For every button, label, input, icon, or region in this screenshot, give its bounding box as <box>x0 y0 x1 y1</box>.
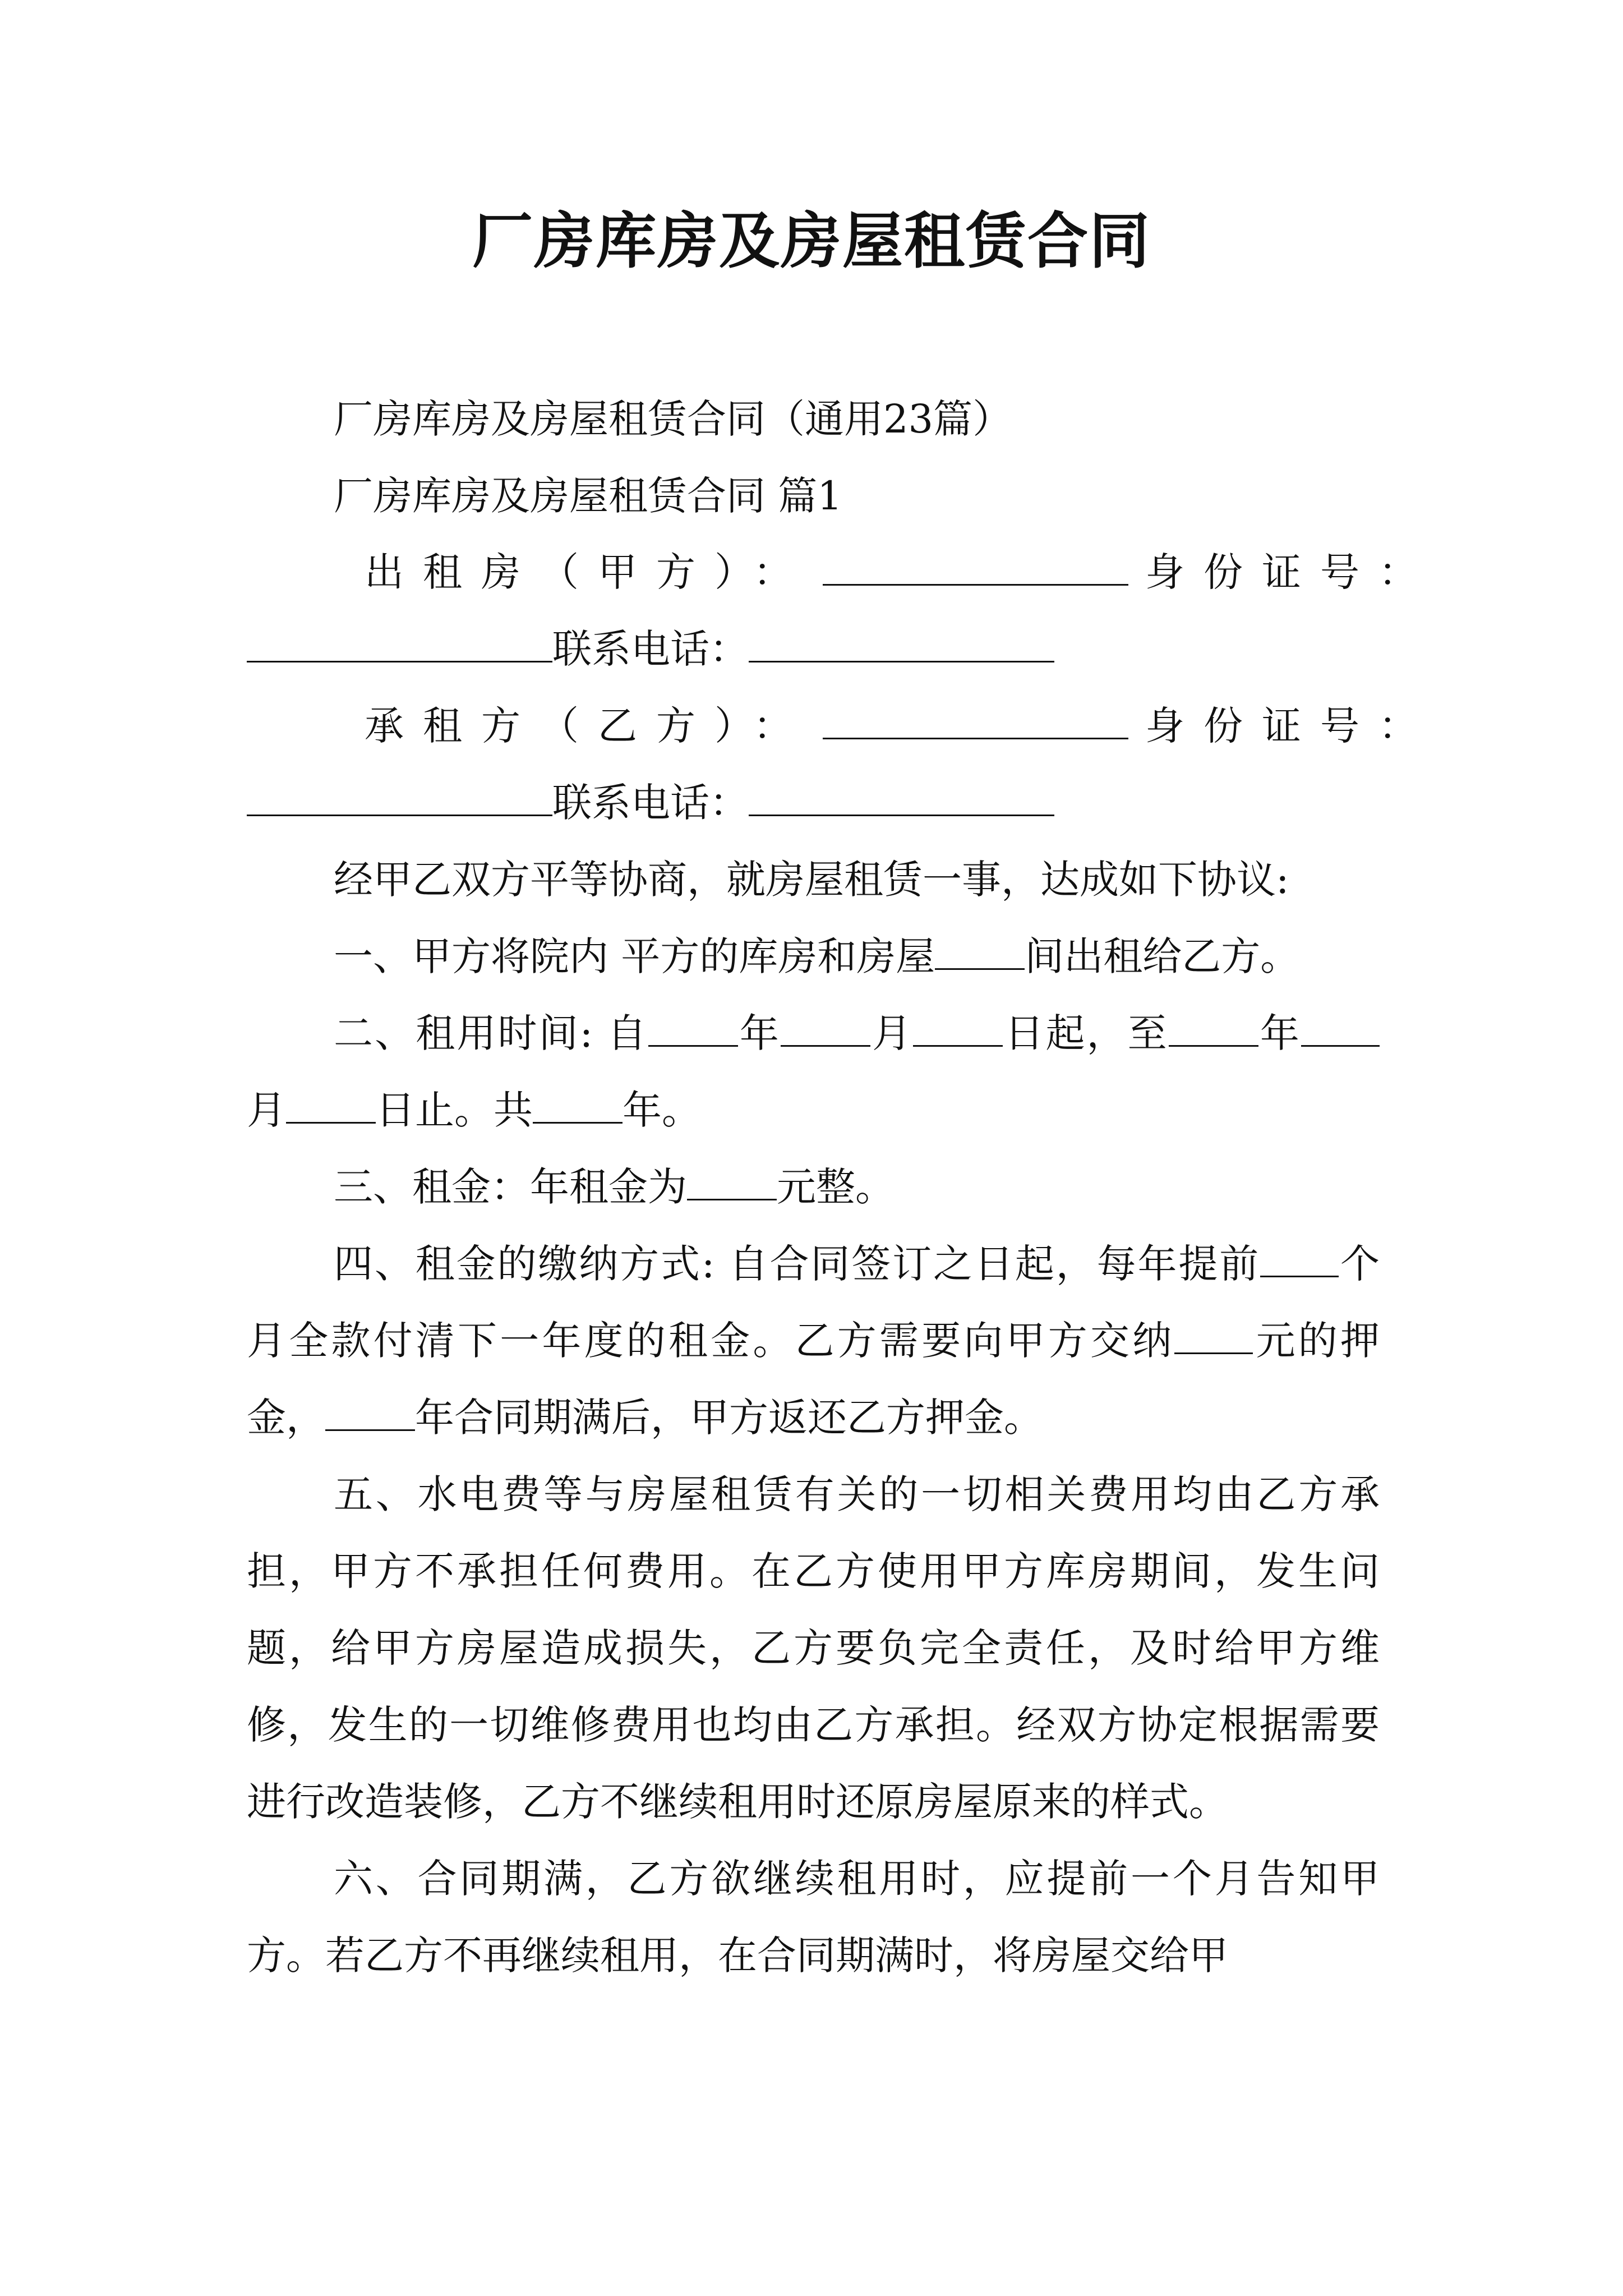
lessor-label: 出租房（甲方）： <box>365 549 811 595</box>
clause-1 <box>247 918 1380 995</box>
total-years-blank <box>533 1089 623 1124</box>
clause-2-text-a: 二、租用时间: 自 <box>334 1010 648 1056</box>
annual-rent-blank <box>687 1166 777 1201</box>
clause-2-year2: 年 <box>1258 1010 1302 1056</box>
lessor-row <box>365 544 1437 600</box>
clause-4-text-c: 元的押金， <box>247 1318 1380 1441</box>
clause-2 <box>247 995 1380 1149</box>
end-month-blank <box>1301 1012 1380 1047</box>
clause-3-text-a: 三、租金：年租金为 <box>334 1164 687 1210</box>
clause-2-month: 月 <box>870 1010 914 1056</box>
clause-2-end: 年。 <box>623 1087 701 1133</box>
lessor-name-blank <box>823 551 1128 586</box>
document-title: 厂房库房及房屋租赁合同 <box>472 206 1151 277</box>
contract-body <box>247 841 1380 1994</box>
start-day-blank <box>913 1012 1003 1047</box>
end-year-blank <box>1169 1012 1258 1047</box>
deposit-years-blank <box>325 1396 415 1432</box>
lessee-phone-label: 联系电话： <box>552 780 749 826</box>
lessor-phone-blank <box>749 628 1054 663</box>
lessor-phone-label: 联系电话： <box>552 626 749 672</box>
lessee-phone-blank <box>749 781 1054 817</box>
clause-4 <box>247 1226 1380 1456</box>
start-month-blank <box>781 1012 870 1047</box>
start-year-blank <box>648 1012 738 1047</box>
clause-4-text-a: 四、租金的缴纳方式: 自合同签订之日起，每年提前 <box>334 1241 1261 1287</box>
clause-5: 五、水电费等与房屋租赁有关的一切相关费用均由乙方承担，甲方不承担任何费用。在乙方使用甲方库房期间，发生问题，给甲方房屋造成损失，乙方要负完全责任，及时给甲方维修，发生的一切维修费用也均由乙方承担。经双方协定根据需要进行改造装修，乙方不继续租用时还原房屋原来的样式。 <box>247 1471 1380 1825</box>
subtitle-collection: 厂房库房及房屋租赁合同（通用23篇） <box>334 396 1012 442</box>
lessor-phone-row <box>247 621 1054 677</box>
end-day-blank <box>286 1089 376 1124</box>
clause-4-text-b: 个月全款付清下一年度的租金。乙方需要向甲方交纳 <box>247 1241 1380 1364</box>
clause-4-text-d: 年合同期满后，甲方返还乙方押金。 <box>415 1395 1043 1441</box>
intro-paragraph: 经甲乙双方平等协商，就房屋租赁一事，达成如下协议: <box>334 857 1289 903</box>
clause-1-text-a: 一、甲方将院内 平方的库房和房屋 <box>334 933 935 979</box>
clause-3-text-b: 元整。 <box>777 1164 895 1210</box>
clause-6: 六、合同期满，乙方欲继续租用时，应提前一个月告知甲方。若乙方不再继续租用，在合同期满时，将房屋交给甲 <box>247 1856 1380 1978</box>
lessee-name-blank <box>823 705 1128 740</box>
lessee-row <box>365 698 1437 754</box>
clause-3 <box>247 1149 1380 1226</box>
lessee-id-label: 身份证号： <box>1145 703 1437 749</box>
clause-2-day-to: 日止。共 <box>376 1087 533 1133</box>
lessee-phone-row <box>247 775 1054 831</box>
clause-1-text-b: 间出租给乙方。 <box>1025 933 1300 979</box>
advance-months-blank <box>1260 1243 1339 1278</box>
lessor-id-blank <box>247 628 552 663</box>
clause-2-year: 年 <box>737 1010 781 1056</box>
lessee-id-blank <box>247 781 552 817</box>
clause-2-month2: 月 <box>247 1087 286 1133</box>
clause-2-day-from: 日起，至 <box>1003 1010 1169 1056</box>
subtitle-part: 厂房库房及房屋租赁合同 篇1 <box>334 473 842 519</box>
lessor-id-label: 身份证号： <box>1145 549 1437 595</box>
deposit-amount-blank <box>1174 1319 1253 1355</box>
room-count-blank <box>935 935 1025 970</box>
lessee-label: 承租方（乙方）： <box>365 703 811 749</box>
